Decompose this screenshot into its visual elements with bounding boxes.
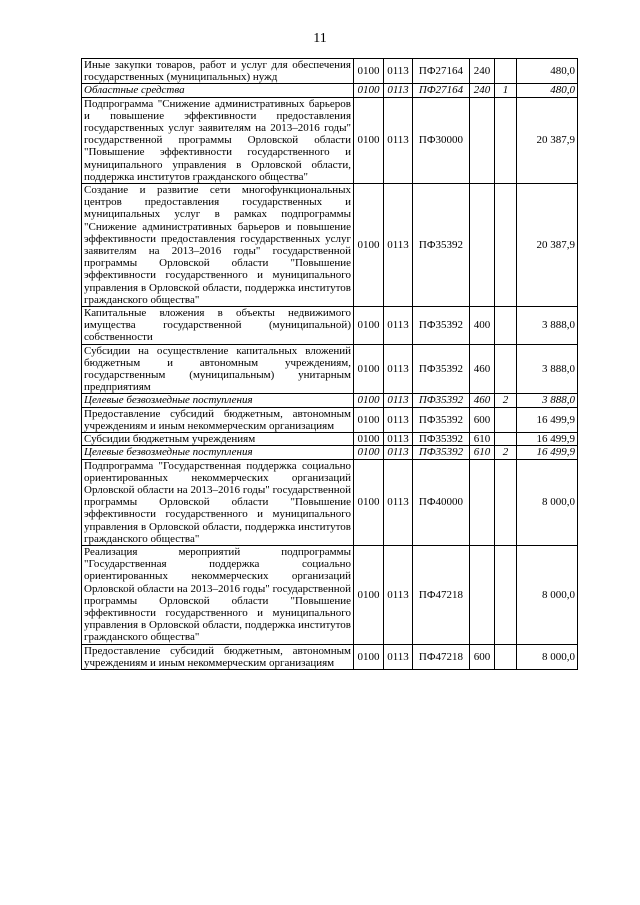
row-name: Создание и развитие сети многофункциональных центров предоставления государственных и муниципальных услуг в рамках подпрограммы "Снижение административных барьеров и повышение эффективности предоставления государственных услуг заявителям на 2013–2016 годы" государственной программы Орловской области "Повышение эффективности государственного и муниципального управления в Орловской области, поддержка институтов гражданского общества" — [82, 184, 354, 307]
funding-source-code — [495, 407, 517, 432]
subsection-code: 0113 — [384, 545, 413, 644]
table-row — [82, 307, 578, 345]
table-row — [82, 84, 578, 97]
row-name: Целевые безвозмедные поступления — [82, 394, 354, 407]
expense-type-code: 610 — [470, 446, 495, 459]
table-row — [82, 545, 578, 644]
expense-type-code: 610 — [470, 433, 495, 446]
row-name: Иные закупки товаров, работ и услуг для обеспечения государственных (муниципальных) нужд — [82, 59, 354, 84]
target-article-code: ПФ35392 — [413, 446, 470, 459]
funding-source-code — [495, 307, 517, 345]
table-row — [82, 644, 578, 669]
target-article-code: ПФ40000 — [413, 459, 470, 545]
row-name: Целевые безвозмедные поступления — [82, 446, 354, 459]
table-row — [82, 394, 578, 407]
amount: 3 888,0 — [517, 307, 578, 345]
table-row — [82, 184, 578, 307]
amount: 3 888,0 — [517, 394, 578, 407]
target-article-code: ПФ35392 — [413, 307, 470, 345]
target-article-code: ПФ27164 — [413, 59, 470, 84]
subsection-code: 0113 — [384, 307, 413, 345]
expense-type-code: 600 — [470, 644, 495, 669]
amount: 3 888,0 — [517, 344, 578, 394]
budget-table-body — [82, 59, 578, 670]
expense-type-code — [470, 459, 495, 545]
target-article-code: ПФ35392 — [413, 433, 470, 446]
table-row — [82, 344, 578, 394]
target-article-code: ПФ35392 — [413, 184, 470, 307]
expense-type-code: 460 — [470, 344, 495, 394]
row-name: Капитальные вложения в объекты недвижимого имущества государственной (муниципальной) собственности — [82, 307, 354, 345]
amount: 16 499,9 — [517, 433, 578, 446]
subsection-code: 0113 — [384, 97, 413, 183]
funding-source-code: 2 — [495, 446, 517, 459]
table-row — [82, 459, 578, 545]
section-code: 0100 — [354, 644, 384, 669]
subsection-code: 0113 — [384, 84, 413, 97]
section-code: 0100 — [354, 407, 384, 432]
expense-type-code — [470, 97, 495, 183]
funding-source-code — [495, 59, 517, 84]
row-name: Реализация мероприятий подпрограммы "Государственная поддержка социально ориентированных некоммерческих организаций Орловской области на 2013–2016 годы" государственной программы Орловской области "Повышение эффективности государственного и муниципального управления в Орловской области, поддержка институтов гражданского общества" — [82, 545, 354, 644]
target-article-code: ПФ35392 — [413, 394, 470, 407]
funding-source-code: 1 — [495, 84, 517, 97]
subsection-code: 0113 — [384, 446, 413, 459]
section-code: 0100 — [354, 545, 384, 644]
table-row — [82, 446, 578, 459]
amount: 8 000,0 — [517, 545, 578, 644]
amount: 480,0 — [517, 59, 578, 84]
expense-type-code: 400 — [470, 307, 495, 345]
subsection-code: 0113 — [384, 344, 413, 394]
target-article-code: ПФ35392 — [413, 407, 470, 432]
target-article-code: ПФ35392 — [413, 344, 470, 394]
section-code: 0100 — [354, 84, 384, 97]
table-row — [82, 97, 578, 183]
row-name: Подпрограмма "Снижение административных барьеров и повышение эффективности предоставления государственных услуг заявителям на 2013–2016 годы" государственной программы Орловской области "Повышение эффективности государственного и муниципального управления в Орловской области, поддержка институтов гражданского общества" — [82, 97, 354, 183]
page-number: 11 — [313, 31, 327, 46]
section-code: 0100 — [354, 446, 384, 459]
expense-type-code — [470, 545, 495, 644]
amount: 20 387,9 — [517, 97, 578, 183]
funding-source-code: 2 — [495, 394, 517, 407]
subsection-code: 0113 — [384, 459, 413, 545]
budget-table — [81, 58, 578, 670]
expense-type-code: 460 — [470, 394, 495, 407]
subsection-code: 0113 — [384, 644, 413, 669]
target-article-code: ПФ47218 — [413, 545, 470, 644]
section-code: 0100 — [354, 59, 384, 84]
amount: 16 499,9 — [517, 407, 578, 432]
amount: 8 000,0 — [517, 644, 578, 669]
row-name: Предоставление субсидий бюджетным, автономным учреждениям и иным некоммерческим организациям — [82, 644, 354, 669]
funding-source-code — [495, 344, 517, 394]
section-code: 0100 — [354, 184, 384, 307]
amount: 16 499,9 — [517, 446, 578, 459]
table-row — [82, 407, 578, 432]
target-article-code: ПФ27164 — [413, 84, 470, 97]
subsection-code: 0113 — [384, 394, 413, 407]
section-code: 0100 — [354, 97, 384, 183]
subsection-code: 0113 — [384, 59, 413, 84]
subsection-code: 0113 — [384, 433, 413, 446]
row-name: Предоставление субсидий бюджетным, автономным учреждениям и иным некоммерческим организациям — [82, 407, 354, 432]
funding-source-code — [495, 97, 517, 183]
funding-source-code — [495, 433, 517, 446]
section-code: 0100 — [354, 344, 384, 394]
section-code: 0100 — [354, 307, 384, 345]
row-name: Подпрограмма "Государственная поддержка социально ориентированных некоммерческих организаций Орловской области на 2013–2016 годы" государственной программы Орловской области "Повышение эффективности государственного и муниципального управления в Орловской области, поддержка институтов гражданского общества" — [82, 459, 354, 545]
target-article-code: ПФ47218 — [413, 644, 470, 669]
expense-type-code: 240 — [470, 59, 495, 84]
row-name: Субсидии на осуществление капитальных вложений бюджетным и автономным учреждениям, государственным (муниципальным) унитарным предприятиям — [82, 344, 354, 394]
table-row — [82, 433, 578, 446]
subsection-code: 0113 — [384, 407, 413, 432]
section-code: 0100 — [354, 459, 384, 545]
amount: 480,0 — [517, 84, 578, 97]
funding-source-code — [495, 184, 517, 307]
expense-type-code: 600 — [470, 407, 495, 432]
funding-source-code — [495, 644, 517, 669]
section-code: 0100 — [354, 394, 384, 407]
funding-source-code — [495, 545, 517, 644]
target-article-code: ПФ30000 — [413, 97, 470, 183]
amount: 8 000,0 — [517, 459, 578, 545]
amount: 20 387,9 — [517, 184, 578, 307]
row-name: Субсидии бюджетным учреждениям — [82, 433, 354, 446]
row-name: Областные средства — [82, 84, 354, 97]
expense-type-code — [470, 184, 495, 307]
section-code: 0100 — [354, 433, 384, 446]
table-row — [82, 59, 578, 84]
expense-type-code: 240 — [470, 84, 495, 97]
subsection-code: 0113 — [384, 184, 413, 307]
funding-source-code — [495, 459, 517, 545]
